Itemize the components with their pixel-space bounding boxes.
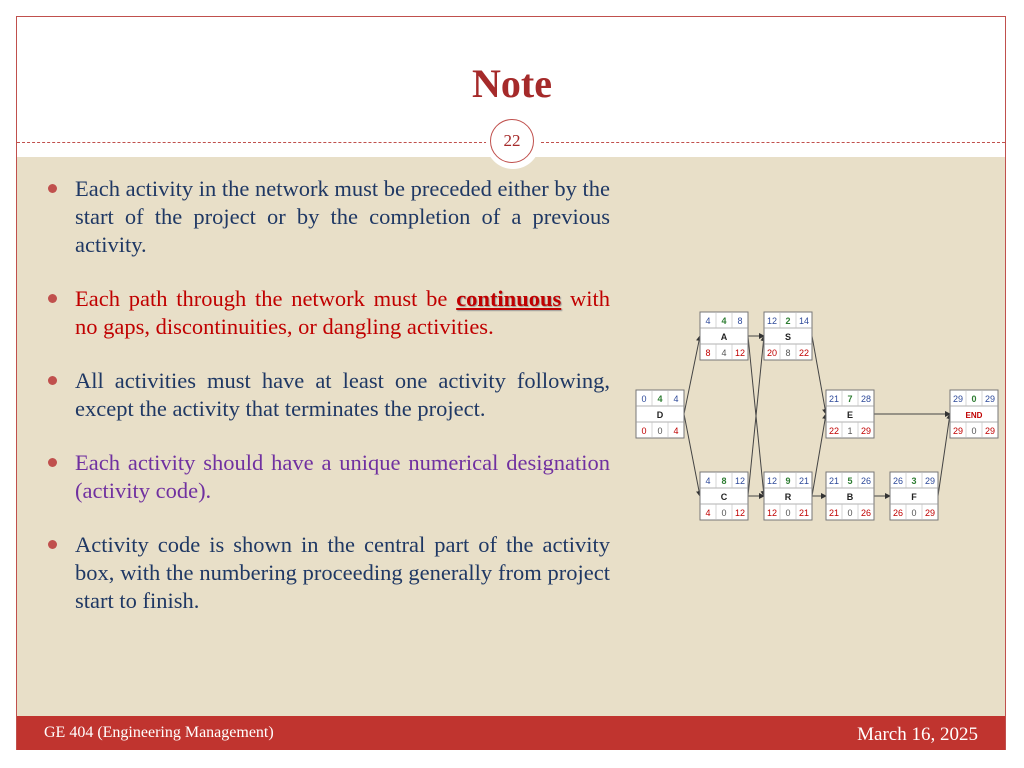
- node-duration: 5: [847, 476, 853, 486]
- page-number: 22: [490, 119, 534, 163]
- node-slack: 0: [721, 508, 727, 518]
- footer-date: March 16, 2025: [857, 724, 978, 745]
- node-late-finish: 12: [734, 348, 746, 358]
- node-late-finish: 26: [860, 508, 872, 518]
- bullet-text: Activity code is shown in the central part of the activity box, with the numbering proceeding generally from project start to finish.: [75, 532, 610, 613]
- edge-s-e: [812, 336, 826, 414]
- node-early-start: 29: [952, 394, 964, 404]
- node-early-start: 4: [705, 476, 711, 486]
- node-late-start: 8: [705, 348, 711, 358]
- node-late-start: 26: [892, 508, 904, 518]
- bullet-dot-icon: [48, 294, 57, 303]
- node-duration: 8: [721, 476, 727, 486]
- node-late-finish: 22: [798, 348, 810, 358]
- bullet-text: All activities must have at least one activity following, except the activity that terminates the project.: [75, 368, 610, 421]
- node-early-finish: 29: [984, 394, 996, 404]
- node-early-finish: 12: [734, 476, 746, 486]
- node-duration: 9: [785, 476, 791, 486]
- node-early-finish: 8: [737, 316, 743, 326]
- node-late-start: 21: [828, 508, 840, 518]
- node-duration: 7: [847, 394, 853, 404]
- slide-title: Note: [472, 61, 552, 106]
- bullet-item: [48, 531, 610, 615]
- node-activity-code: A: [720, 332, 728, 342]
- node-early-finish: 29: [924, 476, 936, 486]
- node-late-finish: 21: [798, 508, 810, 518]
- node-early-start: 4: [705, 316, 711, 326]
- bullet-text: Each path through the network must be: [75, 286, 457, 311]
- bullet-list: [48, 175, 610, 641]
- node-early-start: 21: [828, 394, 840, 404]
- node-late-finish: 4: [673, 426, 679, 436]
- node-late-start: 22: [828, 426, 840, 436]
- bullet-text: Each activity in the network must be preceded either by the start of the project or by the completion of a previous activity.: [75, 176, 610, 257]
- node-slack: 0: [971, 426, 977, 436]
- node-early-start: 0: [641, 394, 647, 404]
- node-activity-code: E: [846, 410, 854, 420]
- node-slack: 4: [721, 348, 727, 358]
- node-late-start: 0: [641, 426, 647, 436]
- node-duration: 0: [971, 394, 977, 404]
- node-activity-code: END: [965, 411, 983, 420]
- node-late-start: 12: [766, 508, 778, 518]
- node-late-start: 4: [705, 508, 711, 518]
- node-late-finish: 29: [984, 426, 996, 436]
- edge-d-a: [684, 336, 700, 414]
- node-activity-code: S: [784, 332, 792, 342]
- node-late-start: 29: [952, 426, 964, 436]
- bullet-dot-icon: [48, 458, 57, 467]
- node-slack: 8: [785, 348, 791, 358]
- node-late-finish: 29: [860, 426, 872, 436]
- header-divider-left: [17, 142, 487, 143]
- header-divider-right: [541, 142, 1005, 143]
- edge-f-end: [938, 414, 950, 496]
- node-late-finish: 29: [924, 508, 936, 518]
- bullet-item: [48, 285, 610, 341]
- bullet-text: with no gaps, discontinuities, or dangling activities.: [75, 286, 610, 339]
- node-early-start: 26: [892, 476, 904, 486]
- node-early-start: 12: [766, 476, 778, 486]
- node-early-start: 21: [828, 476, 840, 486]
- node-late-start: 20: [766, 348, 778, 358]
- node-duration: 3: [911, 476, 917, 486]
- activity-network-diagram: [632, 306, 1008, 526]
- node-duration: 4: [721, 316, 727, 326]
- bullet-item: [48, 449, 610, 505]
- node-late-finish: 12: [734, 508, 746, 518]
- node-activity-code: F: [911, 492, 917, 502]
- node-duration: 2: [785, 316, 791, 326]
- node-slack: 1: [847, 426, 853, 436]
- node-activity-code: D: [656, 410, 664, 420]
- node-early-finish: 28: [860, 394, 872, 404]
- bullet-dot-icon: [48, 376, 57, 385]
- edge-r-e: [812, 414, 826, 496]
- node-slack: 0: [785, 508, 791, 518]
- bullet-item: [48, 175, 610, 259]
- bullet-item: [48, 367, 610, 423]
- node-activity-code: R: [784, 492, 792, 502]
- bullet-dot-icon: [48, 540, 57, 549]
- highlight-continuous: continuous: [456, 286, 562, 311]
- node-duration: 4: [657, 394, 663, 404]
- node-activity-code: B: [846, 492, 854, 502]
- node-early-finish: 14: [798, 316, 810, 326]
- node-slack: 0: [847, 508, 853, 518]
- node-slack: 0: [911, 508, 917, 518]
- bullet-dot-icon: [48, 184, 57, 193]
- footer-course-title: GE 404 (Engineering Management): [44, 724, 274, 741]
- node-activity-code: C: [720, 492, 728, 502]
- node-slack: 0: [657, 426, 663, 436]
- node-early-finish: 4: [673, 394, 679, 404]
- node-early-start: 12: [766, 316, 778, 326]
- bullet-text: Each activity should have a unique numerical designation (activity code).: [75, 450, 610, 503]
- node-early-finish: 21: [798, 476, 810, 486]
- node-early-finish: 26: [860, 476, 872, 486]
- edge-d-c: [684, 414, 700, 496]
